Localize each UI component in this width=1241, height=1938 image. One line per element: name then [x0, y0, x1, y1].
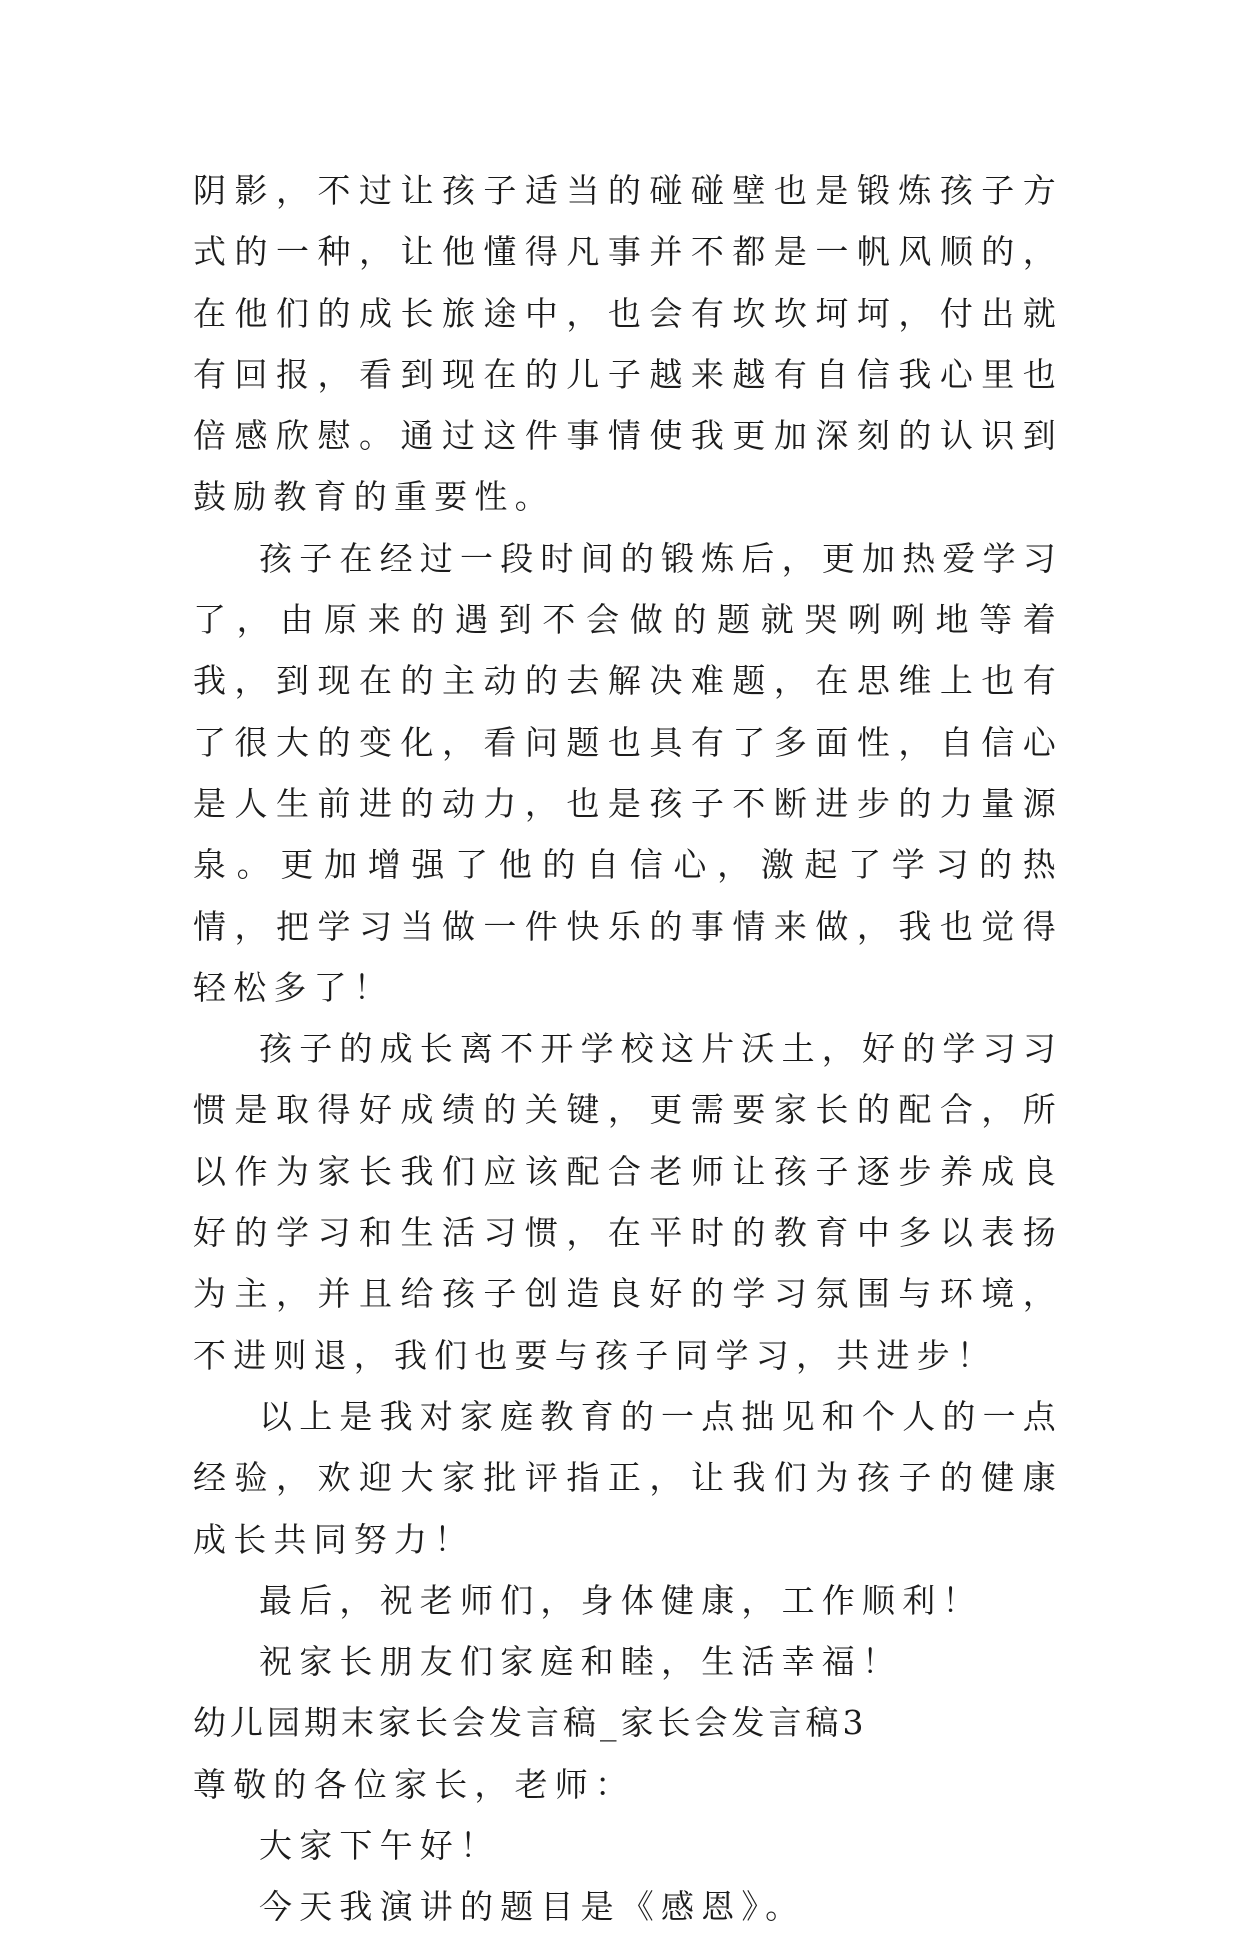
salutation: 尊敬的各位家长，老师： — [193, 1764, 636, 1804]
document-body — [193, 160, 1063, 1938]
paragraph-2: 孩子在经过一段时间的锻炼后，更加热爱学习了，由原来的遇到不会做的题就哭咧咧地等着我，到现在的主动的去解决难题，在思维上也有了很大的变化，看问题也具有了多面性，自信心是人生前进的动力，也是孩子不断进步的力量源泉。更加增强了他的自信心，激起了学习的热情，把学习当做一件快乐的事情来做，我也觉得轻松多了！ — [193, 538, 1063, 1007]
paragraph-4: 以上是我对家庭教育的一点拙见和个人的一点经验，欢迎大家批评指正，让我们为孩子的健康成长共同努力！ — [193, 1396, 1063, 1559]
paragraph-6: 祝家长朋友们家庭和睦，生活幸福！ — [259, 1642, 903, 1682]
paragraph-5: 最后，祝老师们，身体健康，工作顺利！ — [259, 1580, 983, 1620]
paragraph-greeting: 大家下午好！ — [259, 1826, 501, 1866]
paragraph-3: 孩子的成长离不开学校这片沃土，好的学习习惯是取得好成绩的关键，更需要家长的配合，所以作为家长我们应该配合老师让孩子逐步养成良好的学习和生活习惯，在平时的教育中多以表扬为主，并且给孩子创造良好的学习氛围与环境，不进则退，我们也要与孩子同学习，共进步！ — [193, 1029, 1063, 1375]
section-heading: 幼儿园期末家长会发言稿_家长会发言稿3 — [193, 1703, 868, 1743]
paragraph-1: 阴影，不过让孩子适当的碰碰壁也是锻炼孩子方式的一种，让他懂得凡事并不都是一帆风顺的，在他们的成长旅途中，也会有坎坎坷坷，付出就有回报，看到现在的儿子越来越有自信我心里也倍感欣慰。通过这件事情使我更加深刻的认识到鼓励教育的重要性。 — [193, 171, 1063, 517]
paragraph-topic: 今天我演讲的题目是《感恩》。 — [259, 1887, 806, 1927]
